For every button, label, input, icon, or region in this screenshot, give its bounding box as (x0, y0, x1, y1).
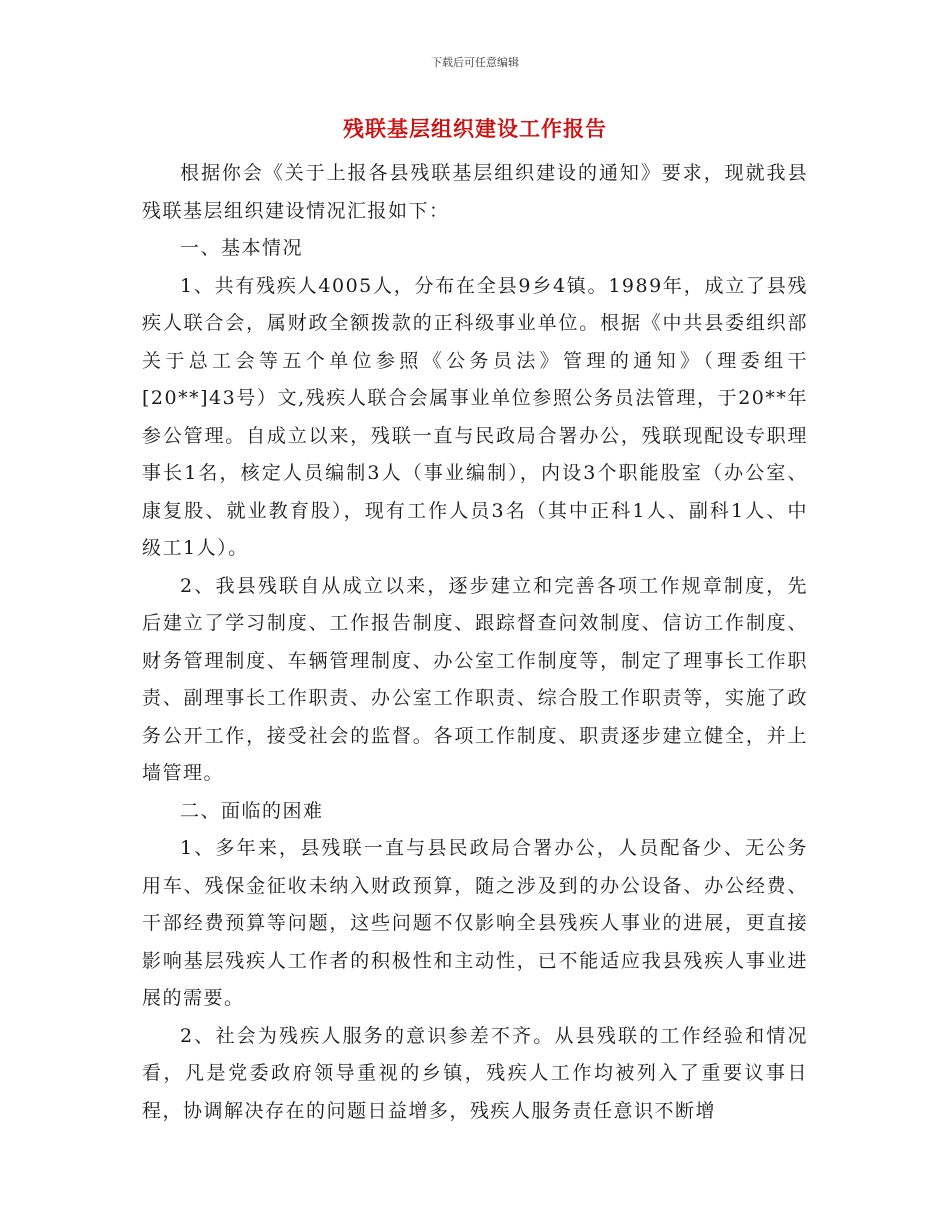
document-body (142, 155, 808, 1130)
paragraph-difficulty-1: 1、多年来，县残联一直与县民政局合署办公，人员配备少、无公务用车、残保金征收未纳入财政预算，随之涉及到的办公设备、办公经费、干部经费预算等问题，这些问题不仅影响全县残疾人事业的进展，更直接影响基层残疾人工作者的积极性和主动性，已不能适应我县残疾人事业进展的需要。 (142, 837, 808, 1009)
header-note: 下载后可任意编辑 (431, 56, 519, 69)
section-heading-difficulties: 二、面临的困难 (180, 799, 324, 822)
paragraph-difficulty-2: 2、社会为残疾人服务的意识参差不齐。从县残联的工作经验和情况看，凡是党委政府领导重视的乡镇，残疾人工作均被列入了重要议事日程，协调解决存在的问题日益增多，残疾人服务责任意识不断增 (142, 1024, 808, 1122)
section-heading-basic-situation: 一、基本情况 (180, 237, 304, 259)
paragraph-rules: 2、我县残联自从成立以来，逐步建立和完善各项工作规章制度，先后建立了学习制度、工作报告制度、跟踪督查问效制度、信访工作制度、财务管理制度、车辆管理制度、办公室工作制度等，制定了理事长工作职责、副理事长工作职责、办公室工作职责、综合股工作职责等，实施了政务公开工作，接受社会的监督。各项工作制度、职责逐步建立健全，并上墙管理。 (142, 574, 808, 784)
intro-paragraph: 根据你会《关于上报各县残联基层组织建设的通知》要求，现就我县残联基层组织建设情况汇报如下： (142, 162, 808, 222)
paragraph-staffing: 1、共有残疾人4005人，分布在全县9乡4镇。1989年，成立了县残疾人联合会，属财政全额拨款的正科级事业单位。根据《中共县委组织部关于总工会等五个单位参照《公务员法》管理的通知》（理委组干[20**]43号）文,残疾人联合会属事业单位参照公务员法管理，于20**年参公管理。自成立以来，残联一直与民政局合署办公，残联现配设专职理事长1名，核定人员编制3人（事业编制），内设3个职能股室（办公室、康复股、就业教育股），现有工作人员3名（其中正科1人、副科1人、中级工1人）。 (142, 274, 808, 559)
document-title: 残联基层组织建设工作报告 (343, 117, 607, 141)
